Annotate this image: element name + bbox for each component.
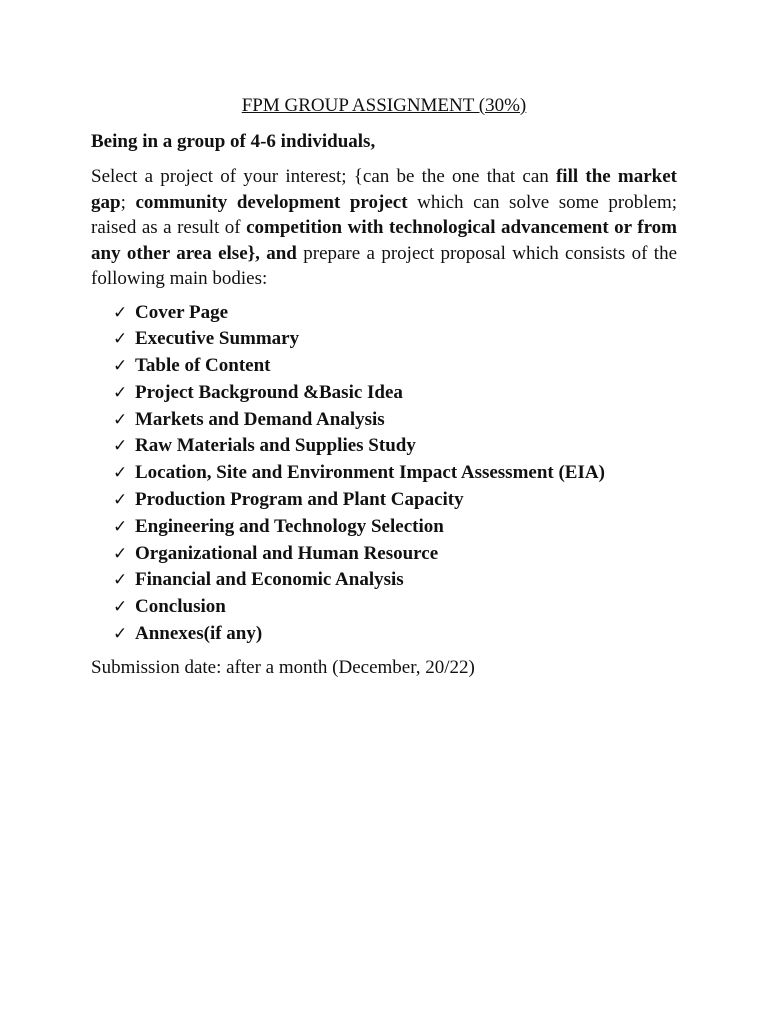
list-item-label: Raw Materials and Supplies Study bbox=[135, 435, 416, 457]
list-item bbox=[113, 353, 677, 380]
checkmark-icon: ✓ bbox=[113, 543, 128, 564]
main-bodies-checklist bbox=[91, 300, 677, 648]
list-item-label: Project Background &Basic Idea bbox=[135, 381, 403, 403]
list-item-label: Executive Summary bbox=[135, 328, 300, 350]
list-item bbox=[113, 460, 677, 487]
checkmark-icon: ✓ bbox=[113, 624, 128, 645]
list-item bbox=[113, 433, 677, 460]
list-item-label: Financial and Economic Analysis bbox=[135, 569, 404, 591]
description-text-4: prepare a project proposal which consists of the following main bodies: bbox=[91, 242, 677, 289]
list-item bbox=[113, 487, 677, 514]
group-instruction: Being in a group of 4-6 individuals, bbox=[91, 131, 376, 152]
list-item-label: Conclusion bbox=[135, 596, 226, 618]
list-item bbox=[113, 567, 677, 594]
checkmark-icon: ✓ bbox=[113, 490, 128, 511]
description-bold-1: fill the market gap bbox=[91, 166, 677, 213]
description-text-2: ; bbox=[120, 191, 136, 213]
assignment-description bbox=[91, 164, 677, 292]
list-item bbox=[113, 300, 677, 327]
list-item-label: Annexes(if any) bbox=[135, 623, 263, 645]
list-item bbox=[113, 380, 677, 407]
list-item bbox=[113, 514, 677, 541]
list-item bbox=[113, 541, 677, 568]
list-item-label: Cover Page bbox=[135, 301, 229, 323]
checkmark-icon: ✓ bbox=[113, 516, 128, 537]
checkmark-icon: ✓ bbox=[113, 382, 128, 403]
list-item-label: Production Program and Plant Capacity bbox=[135, 489, 464, 511]
checkmark-icon: ✓ bbox=[113, 463, 128, 484]
list-item-label: Organizational and Human Resource bbox=[135, 542, 439, 564]
checkmark-icon: ✓ bbox=[113, 436, 128, 457]
document-title: FPM GROUP ASSIGNMENT (30%) bbox=[241, 95, 527, 116]
checkmark-icon: ✓ bbox=[113, 329, 128, 350]
list-item-label: Engineering and Technology Selection bbox=[135, 515, 444, 537]
list-item bbox=[113, 326, 677, 353]
checkmark-icon: ✓ bbox=[113, 409, 128, 430]
checkmark-icon: ✓ bbox=[113, 570, 128, 591]
list-item-label: Location, Site and Environment Impact Assessment (EIA) bbox=[135, 462, 605, 484]
document-page bbox=[91, 94, 677, 680]
checkmark-icon: ✓ bbox=[113, 302, 128, 323]
checkmark-icon: ✓ bbox=[113, 597, 128, 618]
list-item bbox=[113, 621, 677, 648]
description-text-3: which can solve some problem; raised as a result of bbox=[91, 191, 678, 238]
description-text-1: Select a project of your interest; {can be the one that can bbox=[91, 166, 556, 187]
checkmark-icon: ✓ bbox=[113, 356, 128, 377]
list-item bbox=[113, 407, 677, 434]
description-bold-2: community development project bbox=[135, 191, 408, 213]
list-item bbox=[113, 594, 677, 621]
list-item-label: Table of Content bbox=[135, 355, 271, 377]
list-item-label: Markets and Demand Analysis bbox=[135, 408, 385, 430]
submission-date: Submission date: after a month (December, 20/22) bbox=[91, 656, 475, 678]
description-bold-3: competition with technological advancement or from any other area else}, and bbox=[91, 217, 677, 264]
